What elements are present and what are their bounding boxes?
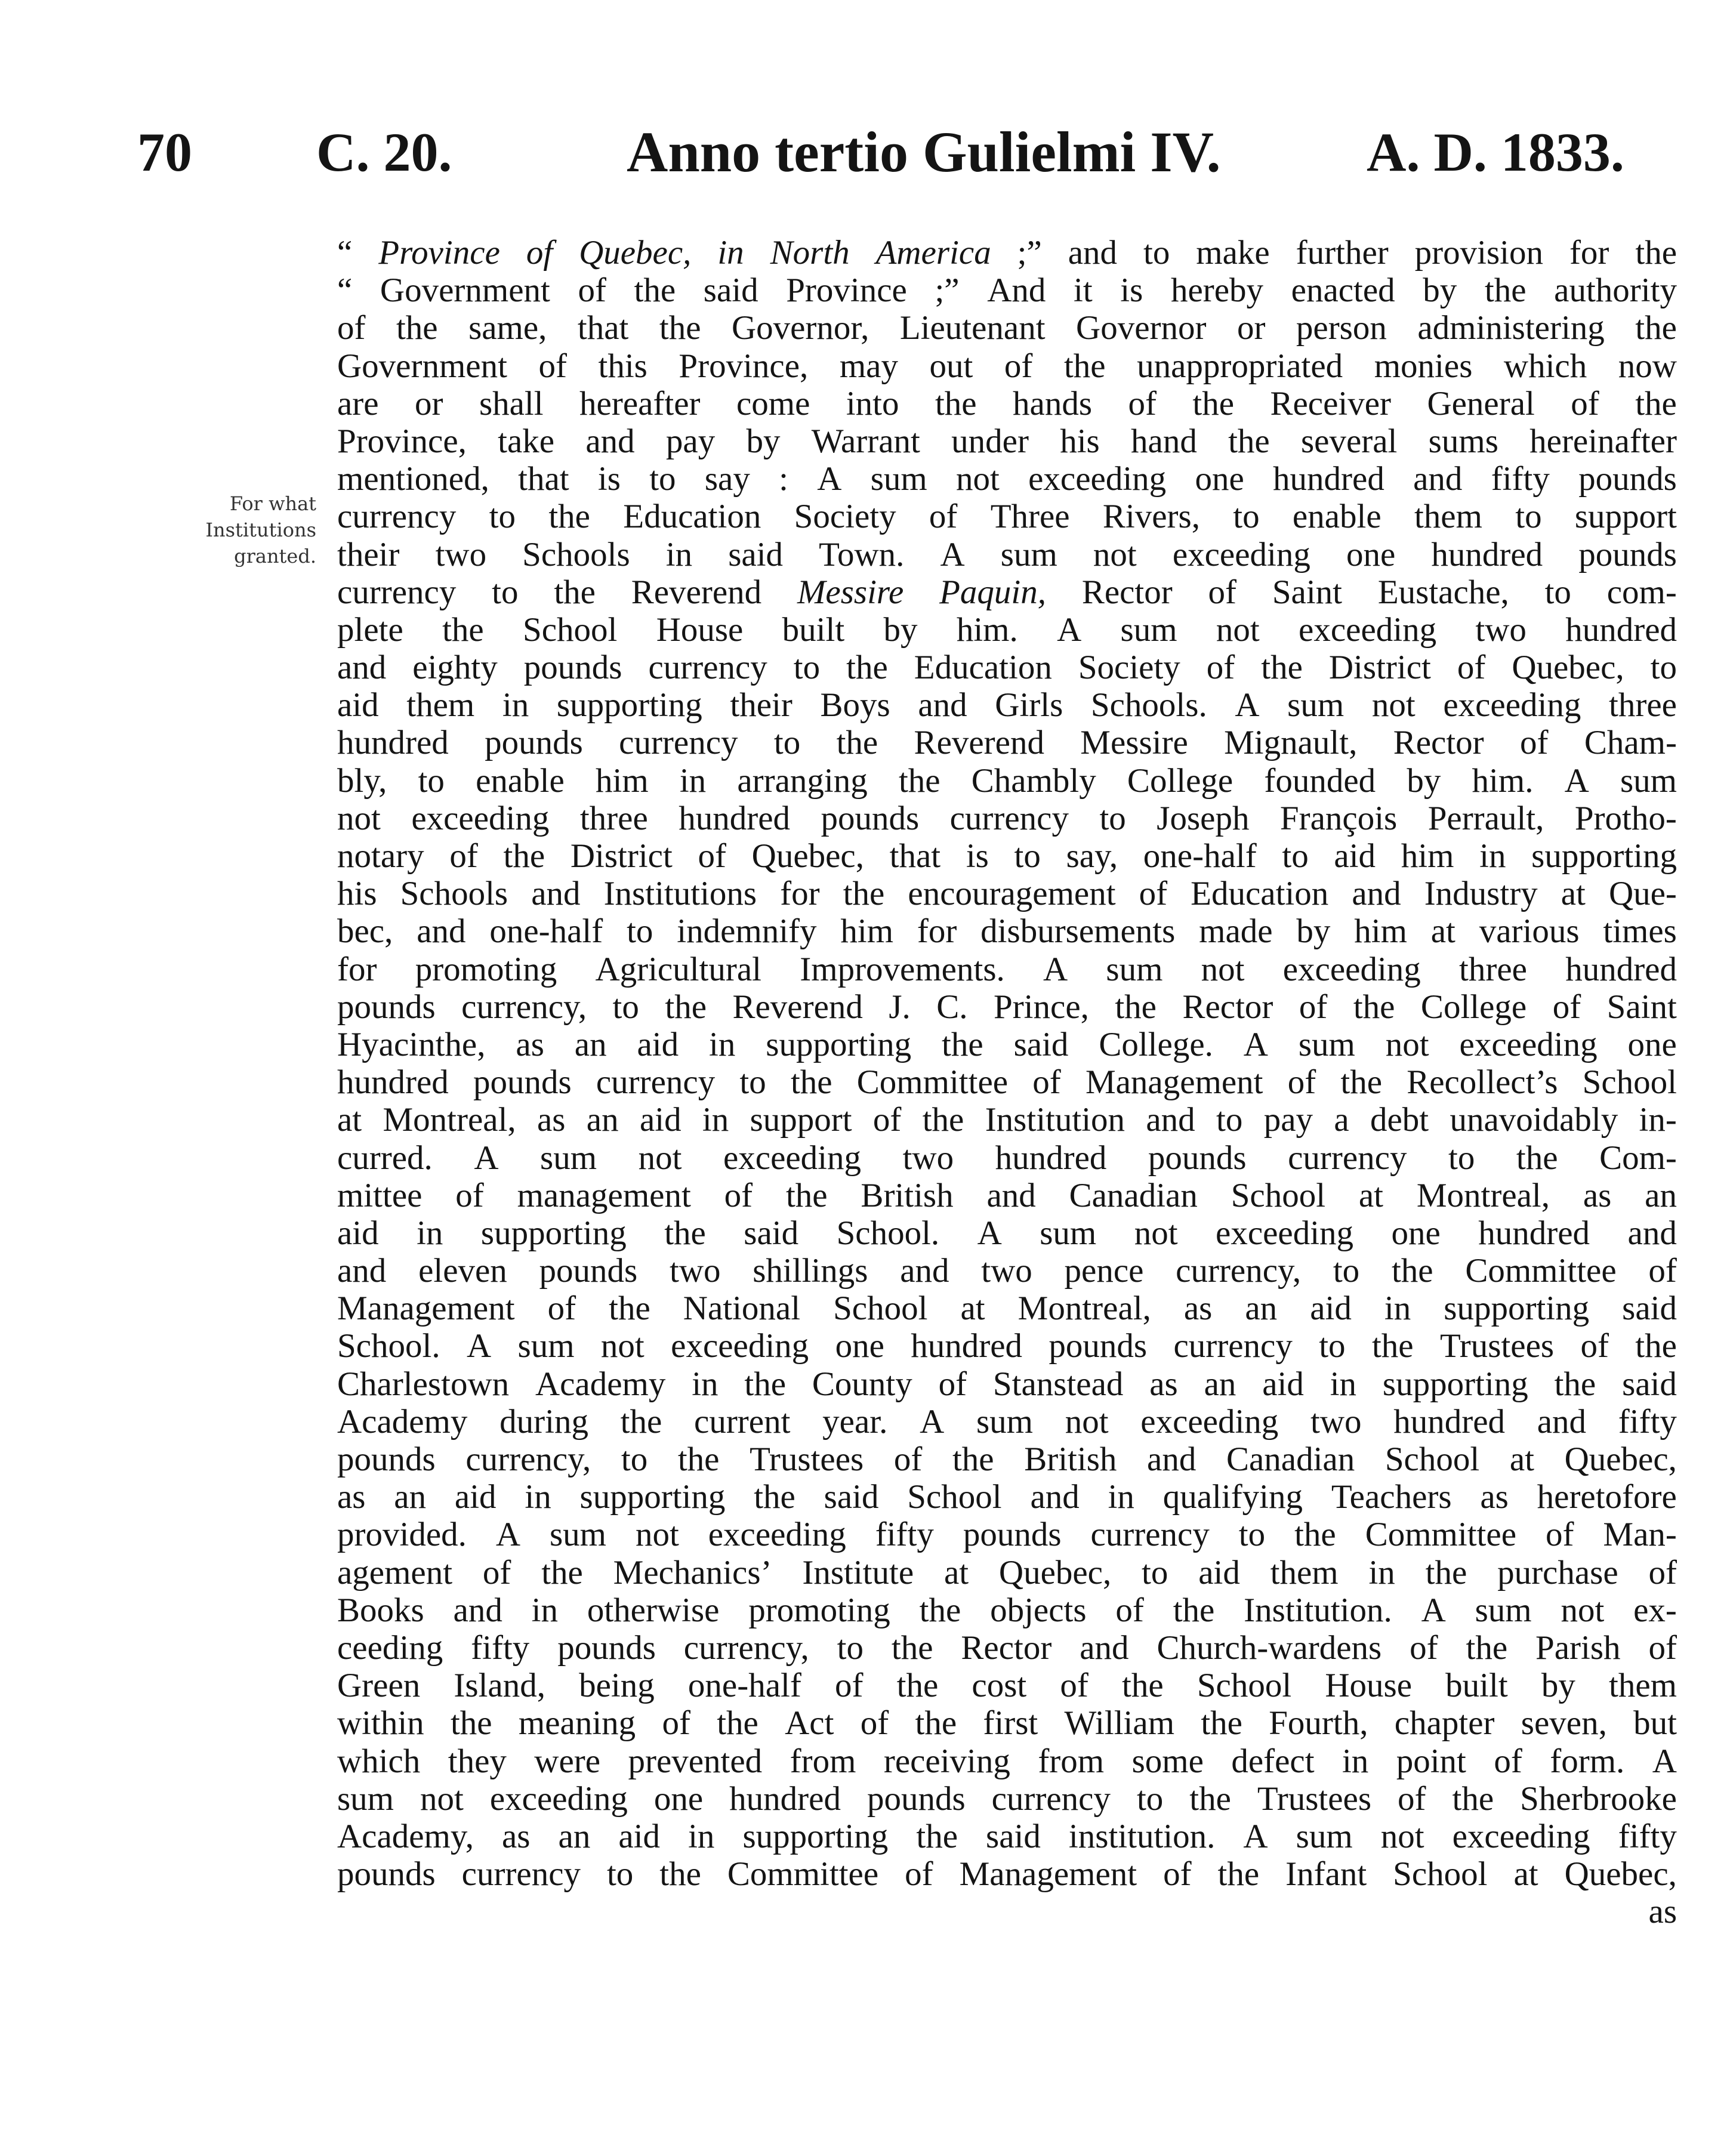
running-header — [137, 113, 1689, 191]
chapter-number: C. 20. — [316, 122, 452, 183]
text-line: sum not exceeding one hundred pounds currency to the Trustees of the Sherbrooke — [337, 1779, 1677, 1818]
margin-note-line: Institutions — [205, 519, 316, 541]
year-of-act: A. D. 1833. — [1367, 122, 1624, 183]
text-line: hundred pounds currency to the Reverend Messire Mignault, Rector of Cham- — [337, 724, 1677, 762]
text-line: Charlestown Academy in the County of Stanstead as an aid in supporting the said — [337, 1365, 1677, 1403]
text-line: currency to the Reverend Messire Paquin, Rector of Saint Eustache, to com- — [337, 573, 1677, 611]
text-line: aid in supporting the said School. A sum not exceeding one hundred and — [337, 1214, 1677, 1252]
text-line: as an aid in supporting the said School and in qualifying Teachers as heretofore — [337, 1478, 1677, 1516]
text-line: notary of the District of Quebec, that is to say, one-half to aid him in supporting — [337, 837, 1677, 875]
text-line: “ Province of Quebec, in North America ;” and to make further provision for the — [337, 234, 1677, 272]
text-line: pounds currency, to the Trustees of the British and Canadian School at Quebec, — [337, 1441, 1677, 1478]
margin-note-line: granted. — [234, 545, 316, 567]
text-line: at Montreal, as an aid in support of the Institution and to pay a debt unavoidably in- — [337, 1101, 1677, 1139]
text-line: for promoting Agricultural Improvements. A sum not exceeding three hundred — [337, 950, 1677, 988]
catchword: as — [1648, 1893, 1677, 1931]
page-number: 70 — [137, 122, 192, 183]
text-line: Academy, as an aid in supporting the said institution. A sum not exceeding fifty — [337, 1817, 1677, 1855]
text-line: his Schools and Institutions for the encouragement of Education and Industry at Que- — [337, 875, 1677, 913]
text-line: Management of the National School at Montreal, as an aid in supporting said — [337, 1290, 1677, 1328]
text-line: Hyacinthe, as an aid in supporting the said College. A sum not exceeding one — [337, 1025, 1677, 1063]
body-text — [337, 234, 1677, 1930]
text-line: and eleven pounds two shillings and two pence currency, to the Committee of — [337, 1252, 1677, 1290]
text-line: currency to the Education Society of Three Rivers, to enable them to support — [337, 498, 1677, 536]
text-line: of the same, that the Governor, Lieutenant Governor or person administering the — [337, 309, 1677, 347]
text-line: mittee of management of the British and Canadian School at Montreal, as an — [337, 1176, 1677, 1214]
text-line: plete the School House built by him. A sum not exceeding two hundred — [337, 610, 1677, 649]
text-line: pounds currency to the Committee of Management of the Infant School at Quebec, — [337, 1855, 1677, 1893]
text-line: which they were prevented from receiving from some defect in point of form. A — [337, 1742, 1677, 1780]
text-line: School. A sum not exceeding one hundred pounds currency to the Trustees of the — [337, 1327, 1677, 1365]
text-line: Academy during the current year. A sum not exceeding two hundred and fifty — [337, 1402, 1677, 1441]
text-line: not exceeding three hundred pounds currency to Joseph François Perrault, Protho- — [337, 799, 1677, 837]
text-line: hundred pounds currency to the Committee of Management of the Recollect’s School — [337, 1063, 1677, 1102]
text-line: mentioned, that is to say : A sum not exceeding one hundred and fifty pounds — [337, 460, 1677, 498]
text-line: their two Schools in said Town. A sum not exceeding one hundred pounds — [337, 535, 1677, 573]
text-line: bec, and one-half to indemnify him for disbursements made by him at various times — [337, 912, 1677, 951]
text-line: aid them in supporting their Boys and Girls Schools. A sum not exceeding three — [337, 686, 1677, 724]
text-line: pounds currency, to the Reverend J. C. Prince, the Rector of the College of Saint — [337, 988, 1677, 1026]
margin-note-line: For what — [229, 492, 316, 515]
text-line: Green Island, being one-half of the cost of the School House built by them — [337, 1667, 1677, 1705]
text-line: Province, take and pay by Warrant under his hand the several sums hereinafter — [337, 422, 1677, 460]
running-title: Anno tertio Gulielmi IV. — [627, 120, 1221, 184]
text-line: Books and in otherwise promoting the objects of the Institution. A sum not ex- — [337, 1591, 1677, 1629]
text-line: agement of the Mechanics’ Institute at Quebec, to aid them in the purchase of — [337, 1553, 1677, 1591]
text-line: “ Government of the said Province ;” And it is hereby enacted by the authority — [337, 272, 1677, 310]
text-line: bly, to enable him in arranging the Chambly College founded by him. A sum — [337, 761, 1677, 800]
margin-note — [137, 491, 316, 569]
text-line: ceeding fifty pounds currency, to the Rector and Church-wardens of the Parish of — [337, 1628, 1677, 1667]
text-line: curred. A sum not exceeding two hundred pounds currency to the Com- — [337, 1139, 1677, 1177]
text-line: Government of this Province, may out of the unappropriated monies which now — [337, 347, 1677, 385]
text-line: provided. A sum not exceeding fifty pounds currency to the Committee of Man- — [337, 1516, 1677, 1554]
text-line: are or shall hereafter come into the hands of the Receiver General of the — [337, 384, 1677, 422]
text-line: within the meaning of the Act of the first William the Fourth, chapter seven, but — [337, 1704, 1677, 1742]
text-line: and eighty pounds currency to the Education Society of the District of Quebec, to — [337, 649, 1677, 687]
